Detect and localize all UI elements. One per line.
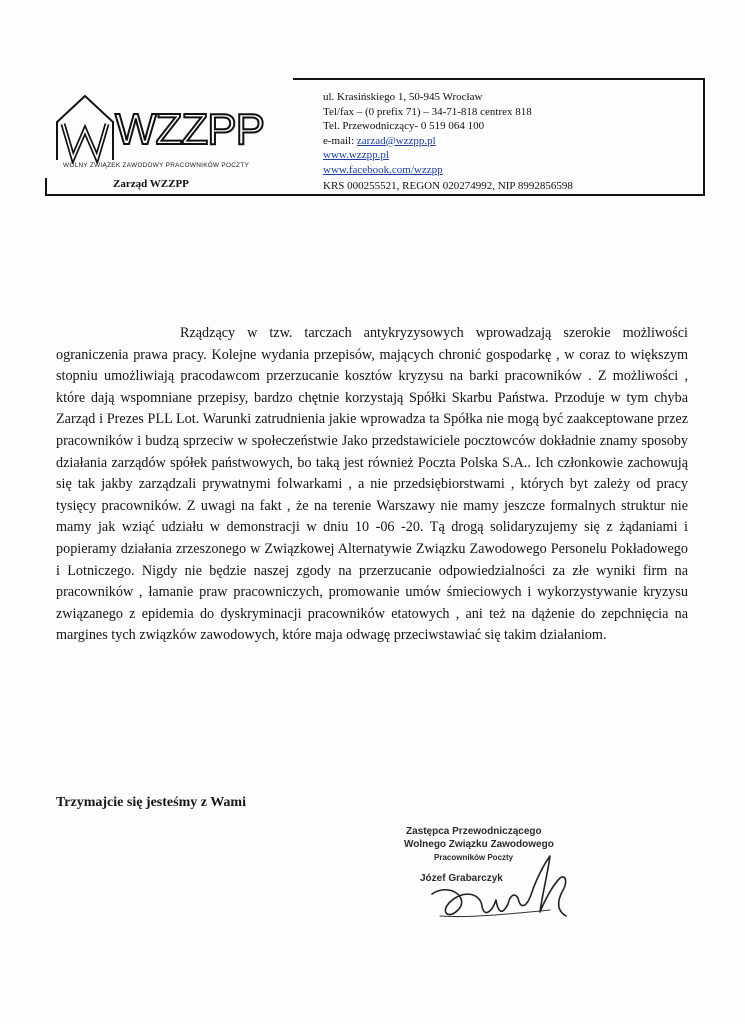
letterhead-frame-bottom: [45, 194, 705, 196]
stamp-line-3: Pracowników Poczty: [434, 853, 514, 862]
telfax: Tel/fax – (0 prefix 71) – 34-71-818 centrex 818: [323, 105, 532, 118]
closing-line: Trzymajcie się jesteśmy z Wami: [56, 795, 246, 810]
letterhead: [45, 78, 705, 196]
logo-subtitle: WOLNY ZWIĄZEK ZAWODOWY PRACOWNIKÓW POCZTY: [63, 162, 250, 169]
letterhead-frame-top: [293, 78, 705, 80]
stamp-line-4: Józef Grabarczyk: [420, 873, 503, 884]
email-label: e-mail:: [323, 134, 357, 147]
logo-wordmark: WZZPP: [115, 105, 264, 154]
board-label: Zarząd WZZPP: [113, 178, 189, 190]
letterhead-frame-left: [45, 178, 47, 196]
contact-block: [323, 90, 573, 192]
facebook-link[interactable]: www.facebook.com/wzzpp: [323, 163, 443, 176]
email-link[interactable]: zarzad@wzzpp.pl: [356, 134, 436, 147]
email-line: [323, 134, 532, 149]
chair-phone: Tel. Przewodniczący- 0 519 064 100: [323, 120, 485, 132]
letter-body: [56, 323, 688, 647]
union-logo: [55, 94, 295, 169]
website-link[interactable]: www.wzzpp.pl: [323, 149, 389, 161]
body-paragraph: Rządzący w tzw. tarczach antykryzysowych wprowadzają szerokie możliwości ograniczenia prawa pracy. Kolejne wydania przepisów, mających chronić gospodarkę , w coraz to większym stopniu umożliwiają pracodawcom przerzucanie kosztów kryzysu na barki pracowników . Z możliwości , które dają wspomniane przepisy, bardzo chętnie korzystają Spółki Skarbu Państwa. Przoduje w tym chyba Zarząd i Prezes PLL Lot. Warunki zatrudnienia jakie wprowadza ta Spółka nie mogą być zaakceptowane przez pracowników i budzą sprzeciw w społeczeństwie Jako przedstawiciele pocztowców dokładnie znamy sposoby działania zarządów spółek państwowych, bo taką jest również Poczta Polska S.A.. Ich członkowie zachowują się tak jakby zarządzali prywatnymi folwarkami , a nie przedsiębiorstwami , których byt zależy od pracy tysięcy pracowników. Z uwagi na fakt , że na terenie Warszawy nie mamy jeszcze formalnych struktur nie mamy jak wziąć udziału w demonstracji w dniu 10 -06 -20. Tą drogą solidaryzujemy się z żądaniami i popieramy działania zrzeszonego w Związkowej Alternatywie Związku Zawodowego Personelu Pokładowego i Lotniczego. Nigdy nie będzie naszej zgody na przerzucanie odpowiedzialności za złe wyniki firm na pracowników , łamanie praw pracowniczych, promowanie umów śmieciowych i wykorzystywanie kryzysu związanego z epidemia do dyskryminacji pracowników etatowych , ani też na dążenie do zepchnięcia na margines tych związków zawodowych, które maja odwagę przeciwstawiać się takim działaniom.: [56, 325, 688, 644]
stamp-line-2: Wolnego Związku Zawodowego: [404, 839, 554, 850]
registry-numbers: KRS 000255521, REGON 020274992, NIP 8992856598: [323, 180, 573, 192]
handwritten-signature: [410, 852, 600, 932]
stamp-line-1: Zastępca Przewodniczącego: [406, 826, 542, 837]
letterhead-frame-right: [703, 78, 705, 196]
address: ul. Krasińskiego 1, 50-945 Wrocław: [323, 91, 483, 103]
